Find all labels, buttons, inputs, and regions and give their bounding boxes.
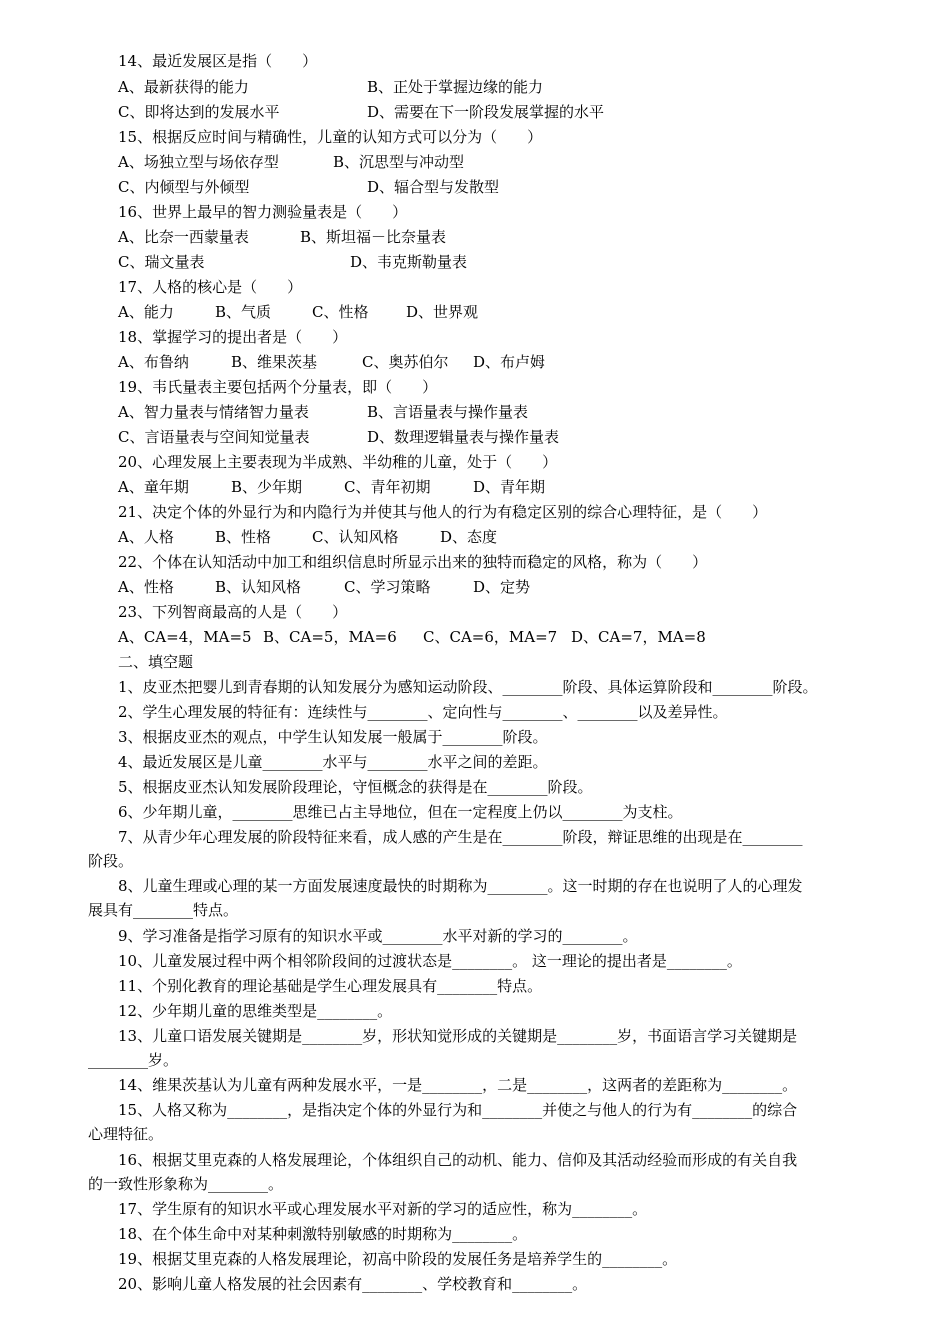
option-14a: A、最新获得的能力 <box>118 78 249 96</box>
option-21a: A、人格 <box>118 528 174 546</box>
option-16a: A、比奈一西蒙量表 <box>118 228 249 246</box>
fill-item-13: 13、儿童口语发展关键期是________岁，形状知觉形成的关键期是________岁，书面语言学习关键期是 <box>118 1027 798 1045</box>
fill-item-18: 18、在个体生命中对某种刺激特别敏感的时期称为________。 <box>118 1225 528 1243</box>
fill-item-19: 19、根据艾里克森的人格发展理论，初高中阶段的发展任务是培养学生的________。 <box>118 1250 678 1268</box>
fill-item-7: 7、从青少年心理发展的阶段特征来看，成人感的产生是在________阶段，辩证思维的出现是在________ <box>118 828 803 846</box>
question-20: 20、心理发展上主要表现为半成熟、半幼稚的儿童，处于（ ） <box>118 453 558 471</box>
option-23b: B、CA=5，MA=6 <box>263 628 397 646</box>
fill-item-6: 6、少年期儿童，________思维已占主导地位，但在一定程度上仍以________为支柱。 <box>118 803 683 821</box>
option-20a: A、童年期 <box>118 478 189 496</box>
option-16c: C、瑞文量表 <box>118 253 205 271</box>
option-17c: C、性格 <box>312 303 369 321</box>
fill-item-15: 15、人格又称为________，是指决定个体的外显行为和________并使之与他人的行为有________的综合 <box>118 1101 798 1119</box>
option-18d: D、布卢姆 <box>473 353 546 371</box>
fill-item-2: 2、学生心理发展的特征有：连续性与________、定向性与________、________以及差异性。 <box>118 703 728 721</box>
fill-item-15-cont: 心理特征。 <box>88 1125 164 1143</box>
option-19b: B、言语量表与操作量表 <box>367 403 529 421</box>
fill-item-1: 1、皮亚杰把婴儿到青春期的认知发展分为感知运动阶段、________阶段、具体运算阶段和________阶段。 <box>118 678 818 696</box>
fill-item-8: 8、儿童生理或心理的某一方面发展速度最快的时期称为________。这一时期的存在也说明了人的心理发 <box>118 877 803 895</box>
option-14c: C、即将达到的发展水平 <box>118 103 280 121</box>
option-16b: B、斯坦福－比奈量表 <box>300 228 447 246</box>
fill-item-4: 4、最近发展区是儿童________水平与________水平之间的差距。 <box>118 753 548 771</box>
fill-item-5: 5、根据皮亚杰认知发展阶段理论，守恒概念的获得是在________阶段。 <box>118 778 593 796</box>
option-22c: C、学习策略 <box>344 578 431 596</box>
option-19d: D、数理逻辑量表与操作量表 <box>367 428 560 446</box>
question-17: 17、人格的核心是（ ） <box>118 278 303 296</box>
option-17b: B、气质 <box>215 303 272 321</box>
option-22b: B、认知风格 <box>215 578 302 596</box>
option-20b: B、少年期 <box>231 478 303 496</box>
fill-item-16: 16、根据艾里克森的人格发展理论，个体组织自己的动机、能力、信仰及其活动经验而形成的有关自我 <box>118 1151 798 1169</box>
option-17d: D、世界观 <box>406 303 479 321</box>
fill-item-13-cont: ________岁。 <box>88 1051 179 1069</box>
fill-item-16-cont: 的一致性形象称为________。 <box>88 1175 284 1193</box>
question-14: 14、最近发展区是指（ ） <box>118 52 318 70</box>
option-23c: C、CA=6，MA=7 <box>423 628 558 646</box>
fill-item-14: 14、维果茨基认为儿童有两种发展水平，一是________，二是________，这两者的差距称为________。 <box>118 1076 798 1094</box>
option-14b: B、正处于掌握边缘的能力 <box>367 78 544 96</box>
fill-item-10: 10、儿童发展过程中两个相邻阶段间的过渡状态是________。 这一理论的提出者是________。 <box>118 952 742 970</box>
option-22a: A、性格 <box>118 578 174 596</box>
question-19: 19、韦氏量表主要包括两个分量表，即（ ） <box>118 378 438 396</box>
option-19c: C、言语量表与空间知觉量表 <box>118 428 310 446</box>
option-14d: D、需要在下一阶段发展掌握的水平 <box>367 103 605 121</box>
option-19a: A、智力量表与情绪智力量表 <box>118 403 309 421</box>
option-17a: A、能力 <box>118 303 174 321</box>
question-23: 23、下列智商最高的人是（ ） <box>118 603 348 621</box>
option-16d: D、韦克斯勒量表 <box>350 253 468 271</box>
option-23d: D、CA=7，MA=8 <box>571 628 706 646</box>
question-21: 21、决定个体的外显行为和内隐行为并使其与他人的行为有稳定区别的综合心理特征，是（ ） <box>118 503 768 521</box>
fill-item-3: 3、根据皮亚杰的观点，中学生认知发展一般属于________阶段。 <box>118 728 548 746</box>
fill-item-17: 17、学生原有的知识水平或心理发展水平对新的学习的适应性，称为________。 <box>118 1200 648 1218</box>
option-23a: A、CA=4，MA=5 <box>118 628 252 646</box>
question-16: 16、世界上最早的智力测验量表是（ ） <box>118 203 408 221</box>
fill-item-7-cont: 阶段。 <box>88 852 134 870</box>
option-18c: C、奥苏伯尔 <box>362 353 449 371</box>
option-15c: C、内倾型与外倾型 <box>118 178 250 196</box>
option-20d: D、青年期 <box>473 478 546 496</box>
question-18: 18、掌握学习的提出者是（ ） <box>118 328 348 346</box>
question-15: 15、根据反应时间与精确性，儿童的认知方式可以分为（ ） <box>118 128 543 146</box>
option-20c: C、青年初期 <box>344 478 431 496</box>
fill-item-12: 12、少年期儿童的思维类型是________。 <box>118 1002 393 1020</box>
question-22: 22、个体在认知活动中加工和组织信息时所显示出来的独特而稳定的风格，称为（ ） <box>118 553 708 571</box>
fill-item-11: 11、个别化教育的理论基础是学生心理发展具有________特点。 <box>118 977 543 995</box>
option-18a: A、布鲁纳 <box>118 353 189 371</box>
option-15b: B、沉思型与冲动型 <box>333 153 465 171</box>
option-15a: A、场独立型与场依存型 <box>118 153 279 171</box>
fill-item-9: 9、学习准备是指学习原有的知识水平或________水平对新的学习的________。 <box>118 927 638 945</box>
option-21b: B、性格 <box>215 528 272 546</box>
option-21d: D、态度 <box>440 528 498 546</box>
option-15d: D、辐合型与发散型 <box>367 178 500 196</box>
section-heading: 二、填空题 <box>118 653 194 671</box>
fill-item-8-cont: 展具有________特点。 <box>88 901 239 919</box>
option-18b: B、维果茨基 <box>231 353 318 371</box>
option-21c: C、认知风格 <box>312 528 399 546</box>
fill-item-20: 20、影响儿童人格发展的社会因素有________、学校教育和________。 <box>118 1275 588 1293</box>
option-22d: D、定势 <box>473 578 531 596</box>
